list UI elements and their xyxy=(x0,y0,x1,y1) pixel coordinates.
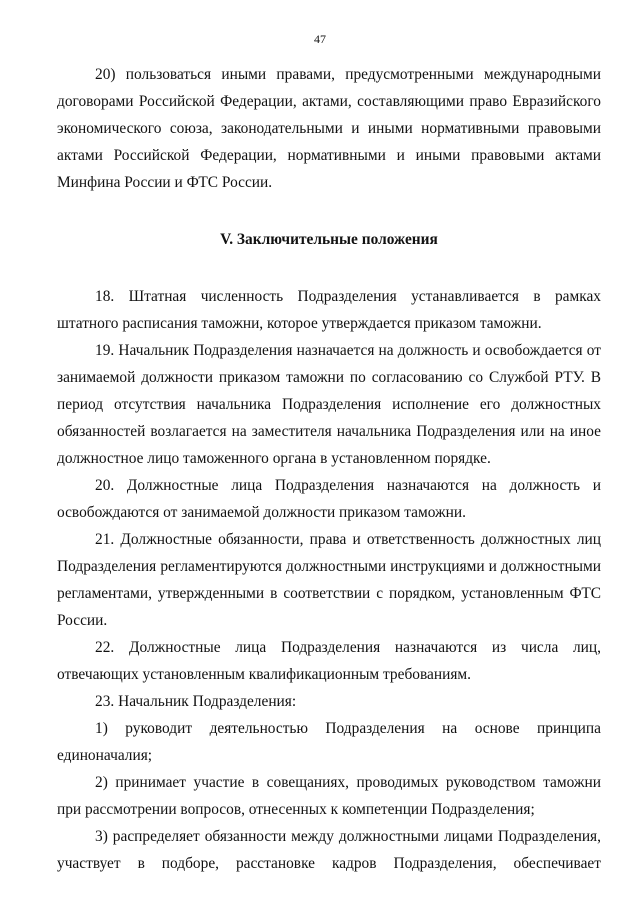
paragraph-23-item-3-line-1: 3) распределяет обязанности между должностными лицами Подразделения, xyxy=(95,828,601,845)
paragraph-21: 21. Должностные обязанности, права и ответственность должностных лиц Подразделения регламентируются должностными инструкциями и должностными регламентами, утвержденными в соответствии с порядком, установленным ФТС России. xyxy=(57,531,601,629)
document-body xyxy=(57,61,601,877)
paragraph-23-item-2: 2) принимает участие в совещаниях, проводимых руководством таможни при рассмотрении вопросов, отнесенных к компетенции Подразделения; xyxy=(57,774,601,818)
section-heading: V. Заключительные положения xyxy=(220,231,438,248)
paragraph-23: 23. Начальник Подразделения: xyxy=(95,693,297,710)
paragraph-19: 19. Начальник Подразделения назначается на должность и освобождается от занимаемой должности приказом таможни по согласованию со Службой РТУ. В период отсутствия начальника Подразделения исполнение его должностных обязанностей возлагается на заместителя начальника Подразделения или на иное должностное лицо таможенного органа в установленном порядке. xyxy=(57,342,601,467)
paragraph-23-item-3-line-2: участвует в подборе, расстановке кадров Подразделения, обеспечивает xyxy=(57,855,601,872)
page-number: 47 xyxy=(314,32,326,46)
paragraph-20: 20. Должностные лица Подразделения назначаются на должность и освобождаются от занимаемой должности приказом таможни. xyxy=(57,477,601,521)
paragraph-20-rights: 20) пользоваться иными правами, предусмотренными международными договорами Российской Федерации, актами, составляющими право Евразийского экономического союза, законодательными и иными нормативными правовыми актами Российской Федерации, нормативными и иными правовыми актами Минфина России и ФТС России. xyxy=(57,66,601,191)
paragraph-23-item-1: 1) руководит деятельностью Подразделения на основе принципа единоначалия; xyxy=(57,720,601,764)
paragraph-18: 18. Штатная численность Подразделения устанавливается в рамках штатного расписания таможни, которое утверждается приказом таможни. xyxy=(57,288,601,332)
paragraph-22: 22. Должностные лица Подразделения назначаются из числа лиц, отвечающих установленным квалификационным требованиям. xyxy=(57,639,601,683)
